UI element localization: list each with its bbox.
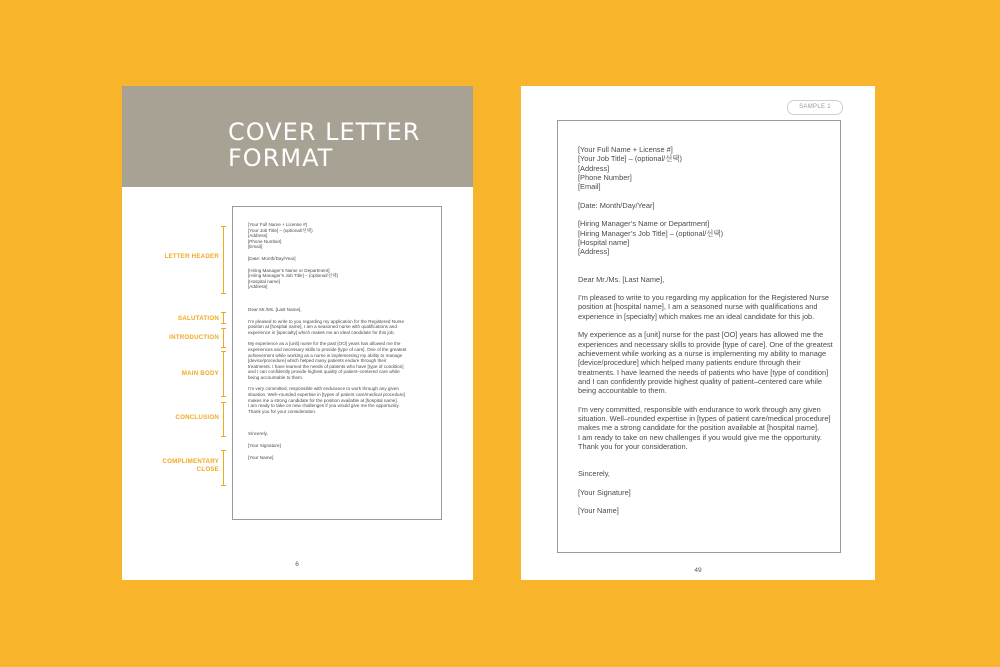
- salutation: Dear Mr./Ms. [Last Name],: [248, 306, 302, 312]
- paragraph-line: being accountable to them.: [578, 386, 667, 396]
- header-line: [Your Full Name + License #]: [578, 145, 673, 154]
- paragraph-line: I am ready to take on new challenges if you would give me the opportunity.: [578, 432, 822, 442]
- recipient-line: [Address]: [248, 284, 268, 290]
- closing: Sincerely,: [248, 431, 268, 437]
- header-line: [Email]: [248, 244, 263, 250]
- paragraph-line: treatments. I have learned the needs of patients who have [type of condition]: [248, 363, 404, 369]
- paragraph-line: experiences and necessary skills to provide [type of care]. One of the greatest: [578, 339, 833, 349]
- header-line: [Address]: [248, 233, 268, 239]
- conclusion-paragraph: [578, 404, 831, 451]
- paragraph-line: makes me a strong candidate for the position available at [hospital name].: [248, 397, 398, 403]
- paragraph-line: and I can confidently provide highest quality of patient–centered care while: [578, 376, 823, 386]
- header-line: [Your Full Name + License #]: [248, 222, 307, 227]
- paragraph-line: experiences and necessary skills to provide [type of care]. One of the greatest: [248, 346, 407, 352]
- label-main-body: MAIN BODY: [181, 370, 219, 377]
- sender-name: [Your Name]: [578, 506, 619, 516]
- paragraph-line: being accountable to them.: [248, 374, 304, 380]
- label-complimentary-close: [119, 458, 219, 474]
- paragraph-line: My experience as a [unit] nurse for the past [OO] years has allowed me the: [248, 341, 401, 347]
- sender-name: [Your Name]: [248, 454, 274, 460]
- header-line: [Email]: [578, 182, 601, 192]
- paragraph-line: experience in [specialty] which makes me an ideal candidate for this job.: [248, 329, 395, 335]
- header-line: [Your Job Title] – (optional/선택): [248, 227, 313, 233]
- bracket-introduction: [223, 328, 229, 348]
- recipient-line: [Hospital name]: [578, 237, 630, 247]
- label-conclusion: CONCLUSION: [175, 414, 219, 421]
- paragraph-line: I’m very committed, responsible with endurance to work through any given: [248, 386, 399, 392]
- recipient-line: [Hospital name]: [248, 278, 280, 284]
- recipient-line: [Address]: [578, 247, 610, 257]
- letter-date: [Date: Month/Day/Year]: [578, 200, 655, 210]
- recipient-block: [578, 219, 828, 256]
- bracket-main-body: [223, 351, 229, 397]
- paragraph-line: [device/procedure] which helped many patients endure through their: [578, 358, 801, 368]
- paragraph-line: achievement while working as a nurse is implementing my ability to manage: [248, 352, 403, 358]
- banner-title-line-2: FORMAT: [228, 144, 334, 172]
- title-banner: [122, 86, 473, 187]
- signature: [Your Signature]: [248, 443, 281, 449]
- paragraph-line: position at [hospital name], I am a seasoned nurse with qualifications and: [578, 302, 818, 312]
- conclusion-paragraph: [248, 386, 434, 414]
- header-line: [Your Job Title] – (optional/선택): [578, 154, 682, 164]
- letter-date: [Date: Month/Day/Year]: [248, 255, 296, 261]
- banner-title-line-1: COVER LETTER: [228, 118, 421, 146]
- bracket-conclusion: [223, 402, 229, 437]
- signature: [Your Signature]: [578, 487, 631, 497]
- salutation: Dear Mr./Ms. [Last Name],: [578, 274, 665, 284]
- letter-header-block: [248, 222, 434, 250]
- paragraph-line: makes me a strong candidate for the position available at [hospital name].: [578, 423, 820, 433]
- body-paragraph: [578, 330, 833, 396]
- paragraph-line: Thank you for your consideration.: [248, 408, 317, 414]
- label-complimentary-close-line-2: CLOSE: [196, 466, 219, 473]
- paragraph-line: I am ready to take on new challenges if you would give me the opportunity.: [248, 403, 400, 409]
- recipient-line: [Hiring Manager’s Job Title] – (optional/선택): [578, 228, 724, 238]
- body-paragraph: [248, 341, 434, 380]
- introduction-paragraph: [578, 293, 828, 321]
- paragraph-line: position at [hospital name], I am a seasoned nurse with qualifications and: [248, 324, 397, 330]
- paragraph-line: experience in [specialty] which makes me an ideal candidate for this job.: [578, 311, 815, 321]
- bracket-letter-header: [223, 226, 229, 294]
- paragraph-line: My experience as a [unit] nurse for the past [OO] years has allowed me the: [578, 330, 824, 340]
- paragraph-line: Thank you for your consideration.: [578, 441, 688, 451]
- bracket-complimentary-close: [223, 450, 229, 486]
- header-line: [Address]: [578, 163, 610, 173]
- letter-content: [248, 222, 434, 460]
- left-page: [122, 86, 473, 580]
- paragraph-line: and I can confidently provide highest quality of patient–centered care while: [248, 369, 400, 375]
- right-page: [521, 86, 875, 580]
- sample-badge: SAMPLE 1: [787, 100, 843, 115]
- label-salutation: SALUTATION: [178, 315, 219, 322]
- introduction-paragraph: [248, 319, 434, 336]
- header-line: [Phone Number]: [248, 238, 282, 244]
- recipient-block: [248, 268, 434, 290]
- paragraph-line: I’m pleased to write to you regarding my application for the Registered Nurse: [248, 318, 405, 324]
- recipient-line: [Hiring Manager’s Name or Department]: [248, 267, 330, 273]
- header-line: [Phone Number]: [578, 172, 632, 182]
- letter-header-block: [578, 145, 828, 191]
- label-introduction: INTRODUCTION: [169, 334, 219, 341]
- label-complimentary-close-line-1: COMPLIMENTARY: [162, 458, 219, 465]
- recipient-line: [Hiring Manager’s Job Title] – (optional/선택): [248, 273, 339, 279]
- closing: Sincerely,: [578, 469, 610, 479]
- letter-content: [578, 145, 833, 516]
- page-number: 49: [694, 567, 702, 574]
- paragraph-line: situation. Well–rounded expertise in [types of patient care/medical procedure]: [248, 392, 405, 398]
- banner-title: [228, 119, 468, 171]
- page-number: 6: [295, 561, 299, 568]
- paragraph-line: I’m pleased to write to you regarding my application for the Registered Nurse: [578, 293, 829, 303]
- label-letter-header: LETTER HEADER: [164, 253, 219, 260]
- bracket-salutation: [223, 312, 229, 324]
- recipient-line: [Hiring Manager’s Name or Department]: [578, 219, 710, 229]
- paragraph-line: achievement while working as a nurse is implementing my ability to manage: [578, 348, 827, 358]
- paragraph-line: [device/procedure] which helped many patients endure through their: [248, 358, 387, 364]
- paragraph-line: situation. Well–rounded expertise in [types of patient care/medical procedure]: [578, 414, 831, 424]
- paragraph-line: treatments. I have learned the needs of patients who have [type of condition]: [578, 367, 829, 377]
- paragraph-line: I’m very committed, responsible with endurance to work through any given: [578, 404, 821, 414]
